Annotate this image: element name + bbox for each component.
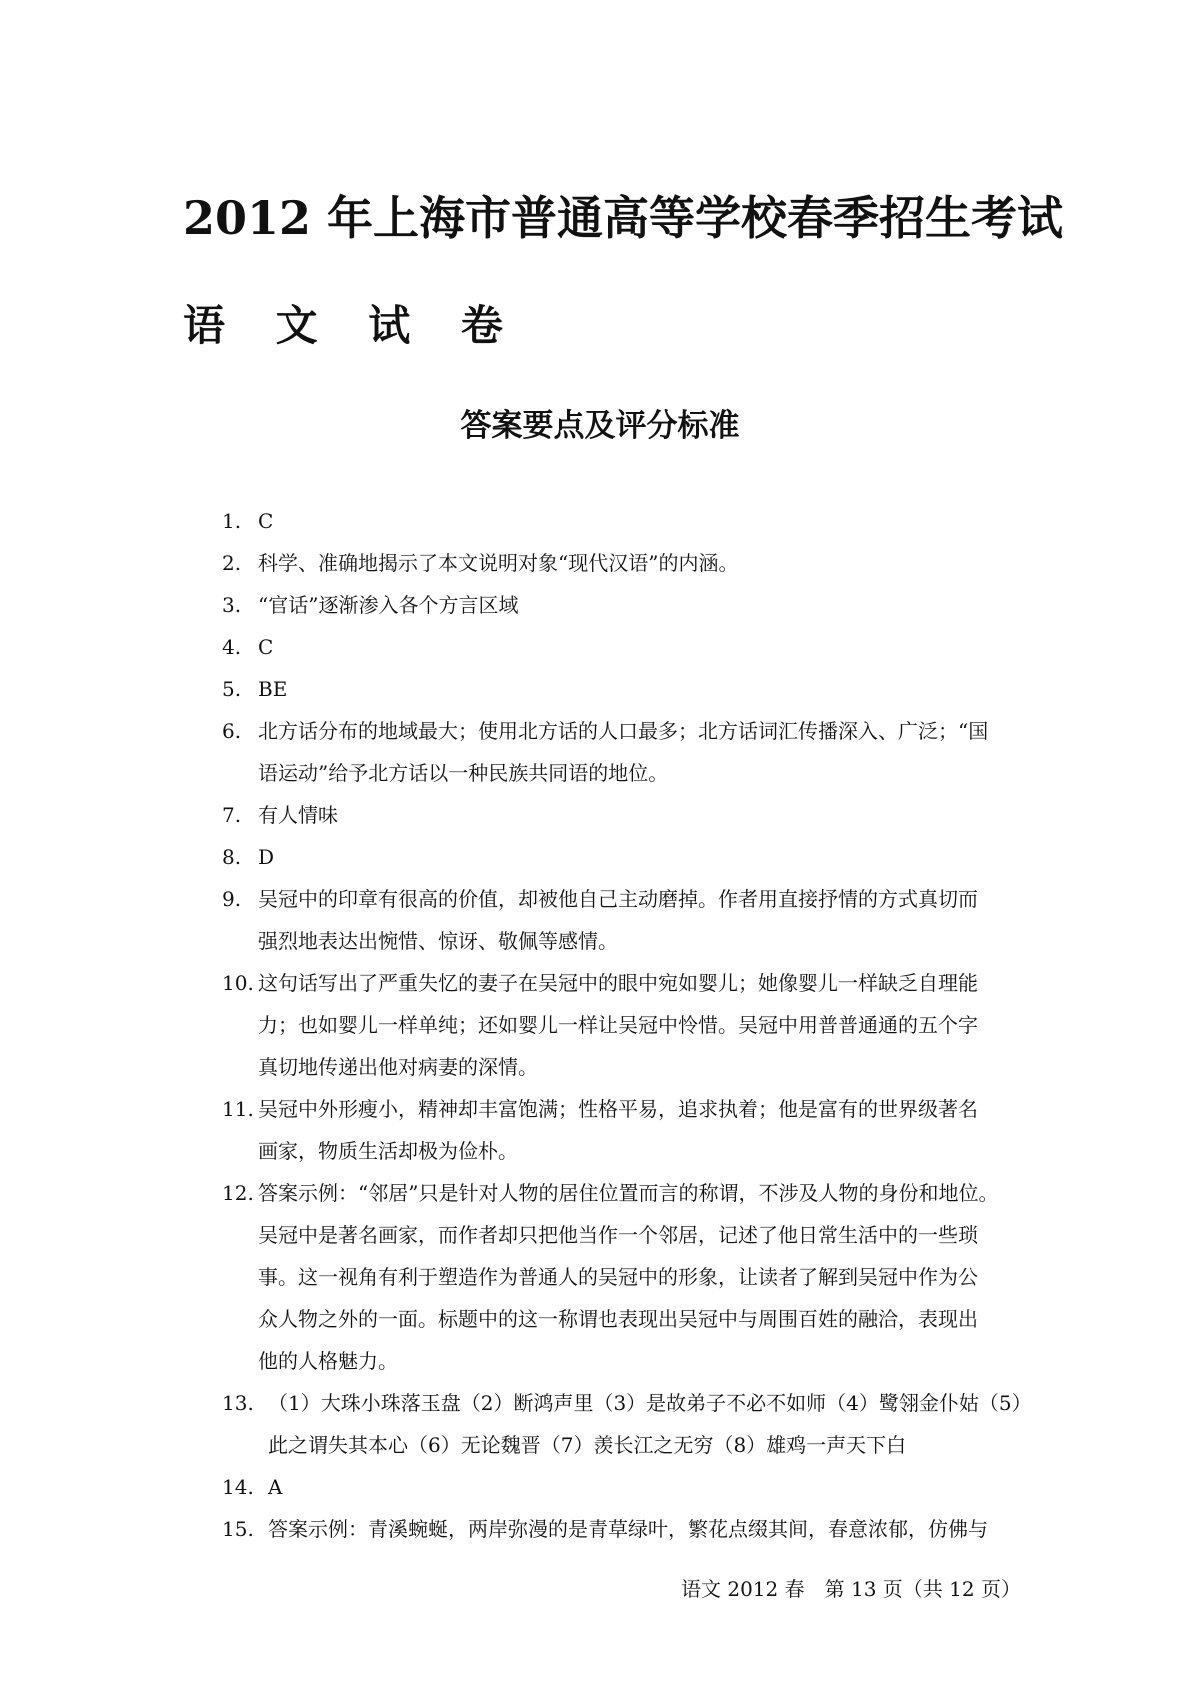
exam-title: 2012 年上海市普通高等学校春季招生考试 <box>183 191 1064 245</box>
answer-item <box>222 962 1022 1088</box>
answer-item <box>222 878 1022 962</box>
answer-line: A <box>268 1475 283 1499</box>
answer-text <box>268 1466 1022 1508</box>
answer-item <box>222 1466 1022 1508</box>
answer-text <box>268 1508 1022 1550</box>
answer-item <box>222 626 1022 668</box>
answer-number: 7. <box>222 803 242 827</box>
answer-line: 力；也如婴儿一样单纯；还如婴儿一样让吴冠中怜惜。吴冠中用普普通通的五个字 <box>258 1013 978 1037</box>
answer-text <box>258 962 1022 1088</box>
answer-line: 答案示例：“邻居”只是针对人物的居住位置而言的称谓，不涉及人物的身份和地位。 <box>258 1181 999 1205</box>
answer-number: 6. <box>222 719 242 743</box>
answer-number: 2. <box>222 551 242 575</box>
answer-text <box>258 1172 1022 1382</box>
answer-line: C <box>258 635 274 659</box>
answer-item <box>222 710 1022 794</box>
answer-text <box>258 1088 1022 1172</box>
answer-item <box>222 500 1022 542</box>
answer-number: 3. <box>222 593 242 617</box>
answer-number: 14. <box>222 1475 254 1499</box>
answer-item <box>222 1508 1022 1550</box>
answer-line: “官话”逐渐渗入各个方言区域 <box>258 593 519 617</box>
answer-line: 此之谓失其本心（6）无论魏晋（7）羡长江之无穷（8）雄鸡一声天下白 <box>268 1433 907 1457</box>
answer-item <box>222 1088 1022 1172</box>
answer-text <box>258 500 1022 542</box>
answer-line: 真切地传递出他对病妻的深情。 <box>258 1055 538 1079</box>
answer-line: 北方话分布的地域最大；使用北方话的人口最多；北方话词汇传播深入、广泛；“国 <box>258 719 989 743</box>
answer-line: 吴冠中的印章有很高的价值，却被他自己主动磨掉。作者用直接抒情的方式真切而 <box>258 887 978 911</box>
answer-list <box>222 500 1032 1550</box>
answer-text <box>258 836 1022 878</box>
answer-line: 众人物之外的一面。标题中的这一称谓也表现出吴冠中与周围百姓的融洽，表现出 <box>258 1307 978 1331</box>
answer-number: 11. <box>222 1097 254 1121</box>
answer-number: 1. <box>222 509 242 533</box>
answer-number: 12. <box>222 1181 254 1205</box>
answer-text <box>258 542 1022 584</box>
answer-line: 画家，物质生活却极为俭朴。 <box>258 1139 518 1163</box>
answer-number: 15. <box>222 1517 254 1541</box>
answer-text <box>258 668 1022 710</box>
answer-number: 8. <box>222 845 242 869</box>
answer-line: 吴冠中外形瘦小，精神却丰富饱满；性格平易，追求执着；他是富有的世界级著名 <box>258 1097 978 1121</box>
answer-item <box>222 794 1022 836</box>
answer-line: 他的人格魅力。 <box>258 1349 398 1373</box>
answer-line: 这句话写出了严重失忆的妻子在吴冠中的眼中宛如婴儿；她像婴儿一样缺乏自理能 <box>258 971 978 995</box>
answer-text <box>268 1382 1032 1466</box>
section-title: 答案要点及评分标准 <box>460 408 740 444</box>
answer-item <box>222 584 1022 626</box>
answer-item <box>222 836 1022 878</box>
answer-line: 科学、准确地揭示了本文说明对象“现代汉语”的内涵。 <box>258 551 739 575</box>
answer-line: （1）大珠小珠落玉盘（2）断鸿声里（3）是故弟子不必不如师（4）鹭翎金仆姑（5） <box>268 1391 1032 1415</box>
answer-line: 语运动”给予北方话以一种民族共同语的地位。 <box>258 761 669 785</box>
answer-line: BE <box>258 677 288 701</box>
answer-line: D <box>258 845 275 869</box>
answer-item <box>222 1172 1022 1382</box>
answer-line: 强烈地表达出惋惜、惊讶、敬佩等感情。 <box>258 929 618 953</box>
answer-text <box>258 626 1022 668</box>
answer-number: 4. <box>222 635 242 659</box>
answer-number: 9. <box>222 887 242 911</box>
answer-item <box>222 542 1022 584</box>
answer-text <box>258 710 1022 794</box>
answer-number: 13. <box>222 1391 254 1415</box>
page-footer: 语文 2012 春 第 13 页（共 12 页） <box>681 1577 1021 1601</box>
exam-subject-title: 语 文 试 卷 <box>183 301 521 350</box>
answer-text <box>258 878 1022 962</box>
answer-text <box>258 584 1022 626</box>
answer-item <box>222 1382 1032 1466</box>
answer-line: 事。这一视角有利于塑造作为普通人的吴冠中的形象，让读者了解到吴冠中作为公 <box>258 1265 978 1289</box>
answer-line: 有人情味 <box>258 803 338 827</box>
answer-line: 吴冠中是著名画家，而作者却只把他当作一个邻居，记述了他日常生活中的一些琐 <box>258 1223 978 1247</box>
answer-line: C <box>258 509 274 533</box>
answer-number: 5. <box>222 677 242 701</box>
answer-line: 答案示例：青溪蜿蜒，两岸弥漫的是青草绿叶，繁花点缀其间，春意浓郁，仿佛与 <box>268 1517 988 1541</box>
answer-item <box>222 668 1022 710</box>
answer-text <box>258 794 1022 836</box>
answer-number: 10. <box>222 971 254 995</box>
